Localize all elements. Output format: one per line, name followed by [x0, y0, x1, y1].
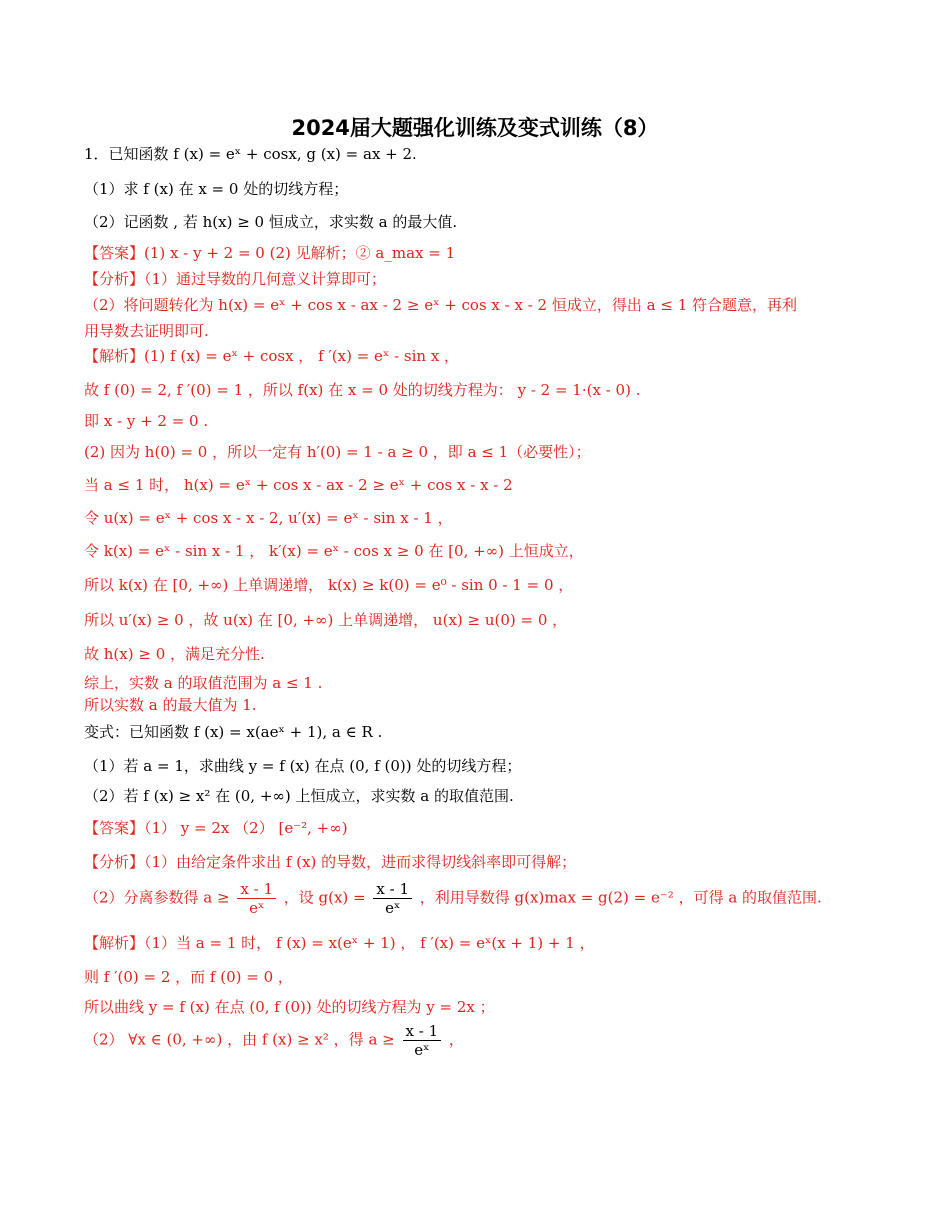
denominator: eˣ	[249, 899, 265, 917]
text-segment: ，利用导数得 g(x)max = g(2) = e⁻² ，可得 a 的取值范围.	[415, 888, 822, 907]
text-line-l12: 当 a ≤ 1 时， h(x) = eˣ + cos x - ax - 2 ≥ eˣ + cos x - x - 2	[84, 476, 513, 494]
fraction	[373, 880, 412, 917]
text-line-l8: 【解析】(1) f (x) = eˣ + cosx ， f ′(x) = eˣ - sin x ，	[84, 347, 460, 365]
solution-line-fraction	[84, 1022, 464, 1059]
page-title: 2024届大题强化训练及变式训练（8）	[291, 116, 659, 140]
numerator: x - 1	[237, 880, 276, 899]
text-line-l18: 综上，实数 a 的取值范围为 a ≤ 1 .	[84, 674, 323, 692]
text-line-l14: 令 k(x) = eˣ - sin x - 1 ， k′(x) = eˣ - cos x ≥ 0 在 [0, +∞) 上恒成立，	[84, 542, 584, 560]
text-line-l23: 【答案】（1） y = 2x （2） [e⁻², +∞)	[84, 819, 348, 837]
text-segment: ，	[444, 1030, 464, 1049]
text-line-l9: 故 f (0) = 2, f ′(0) = 1 ，所以 f(x) 在 x = 0 处的切线方程为： y - 2 = 1·(x - 0) .	[84, 381, 641, 399]
text-line-l2: （1）求 f (x) 在 x = 0 处的切线方程；	[84, 180, 349, 198]
text-line-l13: 令 u(x) = eˣ + cos x - x - 2, u′(x) = eˣ - sin x - 1 ，	[84, 509, 453, 527]
text-line-l21: （1）若 a = 1，求曲线 y = f (x) 在点 (0, f (0)) 处的切线方程；	[84, 757, 522, 775]
text-line-l22: （2）若 f (x) ≥ x² 在 (0, +∞) 上恒成立，求实数 a 的取值范围.	[84, 787, 514, 805]
text-line-l19: 所以实数 a 的最大值为 1.	[84, 696, 257, 714]
text-line-l16: 所以 u′(x) ≥ 0 ，故 u(x) 在 [0, +∞) 上单调递增， u(x) ≥ u(0) = 0 ，	[84, 611, 568, 629]
numerator: x - 1	[373, 880, 412, 899]
text-line-l7: 用导数去证明即可.	[84, 322, 209, 340]
text-segment: ，设 g(x) =	[278, 888, 371, 907]
denominator: eˣ	[385, 899, 401, 917]
text-line-l17: 故 h(x) ≥ 0 ，满足充分性.	[84, 645, 265, 663]
text-line-l3: （2）记函数 , 若 h(x) ≥ 0 恒成立，求实数 a 的最大值.	[84, 213, 458, 231]
text-line-l6: （2）将问题转化为 h(x) = eˣ + cos x - ax - 2 ≥ eˣ + cos x - x - 2 恒成立，得出 a ≤ 1 符合题意，再利	[84, 296, 798, 314]
text-line-l28: 所以曲线 y = f (x) 在点 (0, f (0)) 处的切线方程为 y = 2x ；	[84, 998, 495, 1016]
text-line-l26: 【解析】（1）当 a = 1 时， f (x) = x(eˣ + 1) ， f ′(x) = eˣ(x + 1) + 1 ，	[84, 934, 595, 952]
text-line-l1: 1．已知函数 f (x) = eˣ + cosx, g (x) = ax + 2.	[84, 145, 417, 163]
text-segment: （2） ∀x ∈ (0, +∞) ，由 f (x) ≥ x² ，得 a ≥	[84, 1030, 400, 1049]
fraction	[403, 1022, 442, 1059]
text-line-l24: 【分析】（1）由给定条件求出 f (x) 的导数，进而求得切线斜率即可得解；	[84, 853, 577, 871]
text-line-l15: 所以 k(x) 在 [0, +∞) 上单调递增， k(x) ≥ k(0) = e⁰ - sin 0 - 1 = 0 ，	[84, 576, 574, 594]
text-segment: （2）分离参数得 a ≥	[84, 888, 235, 907]
text-line-l20: 变式：已知函数 f (x) = x(aeˣ + 1), a ∈ R .	[84, 723, 383, 741]
text-line-l10: 即 x - y + 2 = 0 .	[84, 412, 209, 430]
analysis-line-fraction	[84, 880, 822, 917]
text-line-l5: 【分析】（1）通过导数的几何意义计算即可；	[84, 270, 387, 288]
text-line-l27: 则 f ′(0) = 2 ，而 f (0) = 0 ，	[84, 968, 293, 986]
fraction	[237, 880, 276, 917]
denominator: eˣ	[414, 1041, 430, 1059]
text-line-l11: (2) 因为 h(0) = 0 ，所以一定有 h′(0) = 1 - a ≥ 0 ，即 a ≤ 1（必要性）；	[84, 443, 591, 461]
text-line-l4: 【答案】(1) x - y + 2 = 0 (2) 见解析；② a_max = 1	[84, 244, 456, 262]
numerator: x - 1	[403, 1022, 442, 1041]
